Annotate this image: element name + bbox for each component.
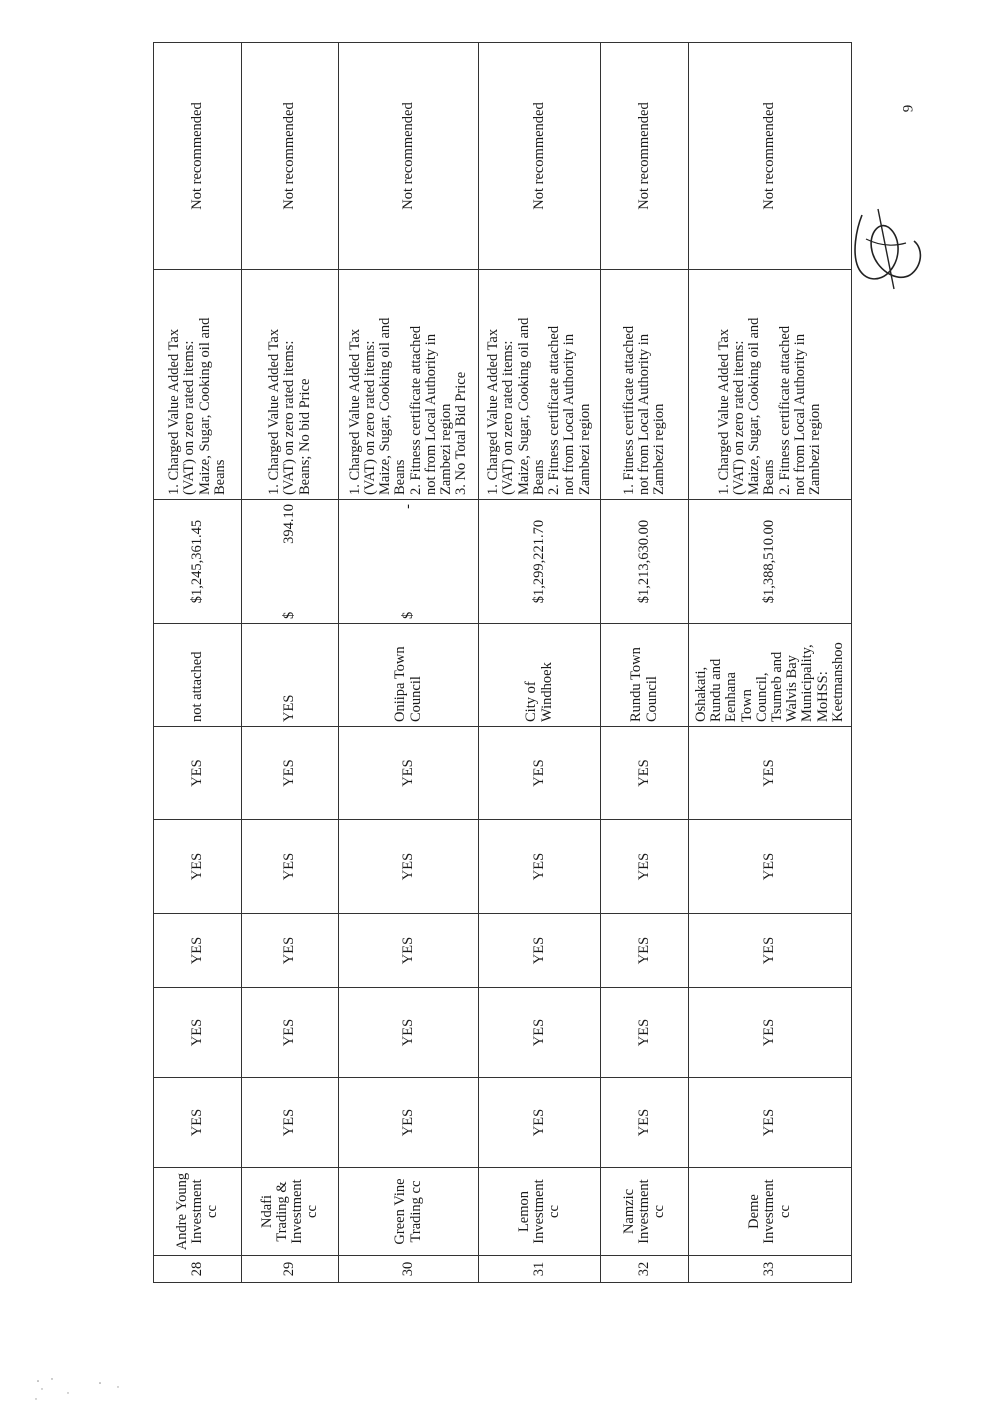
reason-line: 3. No Total Bid Price [453,371,470,495]
recommendation: Not recommended [154,43,242,270]
fitness-certificate [689,624,852,727]
bid-price [242,500,339,624]
evaluation-reason [242,270,339,500]
fitness-certificate-line: City of [523,681,540,722]
bidder-name-line: Investment cc [289,1179,321,1244]
recommendation: Not recommended [689,43,852,270]
compliance-cell: YES [242,727,339,820]
compliance-cell: YES [242,820,339,914]
compliance-cell: YES [601,1078,689,1168]
recommendation: Not recommended [339,43,479,270]
compliance-cell: YES [339,1078,479,1168]
reason-line: 1. Charged Value Added Tax [266,328,283,495]
bidder-name-line: Ndafi [258,1195,275,1229]
reason-line: 1. Charged Value Added Tax [715,328,732,495]
reason-line: not from Local Authority in [561,333,578,495]
fitness-certificate-line: Eenhana [723,672,740,722]
bidder-name-line: Investment cc [761,1179,793,1244]
bidder-name-line: Lemon [515,1190,532,1233]
row-number: 31 [479,1256,601,1283]
reason-line: (VAT) on zero rated items: [500,340,517,495]
reason-line: 2. Fitness certificate attached [407,325,424,495]
fitness-certificate-line: Oshakati, [692,666,709,722]
currency-symbol: $ [281,611,298,619]
compliance-cell: YES [339,820,479,914]
bid-price [601,500,689,624]
reason-line: Zambezi region [576,403,593,495]
fitness-certificate-line: Council [643,676,660,722]
fitness-certificate-line: Council [407,676,424,722]
row-number: 29 [242,1256,339,1283]
compliance-cell: YES [479,820,601,914]
fitness-certificate-line: MoHSS: [814,671,831,722]
bid-price-wrap [190,504,205,619]
bidder-name [339,1168,479,1256]
compliance-cell: YES [154,1078,242,1168]
bid-price-wrap [637,504,652,619]
fitness-certificate [242,624,339,727]
bidder-name-line: Namzic [620,1188,637,1235]
reason-line: not from Local Authority in [791,333,808,495]
fitness-certificate-line: YES [281,694,298,722]
currency-symbol: $ [635,595,652,604]
bidder-name-line: Andre Young [173,1172,190,1251]
fitness-certificate [154,624,242,727]
scan-specks [30,1375,130,1405]
reason-line: Beans [761,459,778,495]
bid-price [154,500,242,624]
compliance-cell: YES [154,914,242,988]
compliance-cell: YES [479,988,601,1078]
evaluation-reason [154,270,242,500]
bid-price [339,500,479,624]
signature-mark [848,205,928,295]
bid-price-wrap [282,504,297,619]
compliance-cell: YES [339,727,479,820]
compliance-cell: YES [242,914,339,988]
fitness-certificate-line: Oniipa Town [392,646,409,722]
fitness-certificate-line: Town [738,689,755,722]
bid-price [479,500,601,624]
reason-line: 2. Fitness certificate attached [546,325,563,495]
compliance-cell: YES [601,988,689,1078]
reason-line: Zambezi region [437,403,454,495]
recommendation: Not recommended [479,43,601,270]
price-value: 1,213,630.00 [635,519,652,596]
row-number: 33 [689,1256,852,1283]
bidder-name-line: Deme [746,1194,763,1229]
bidder-name-line: Trading & [273,1181,290,1242]
compliance-cell: YES [689,988,852,1078]
compliance-cell: YES [154,988,242,1078]
fitness-certificate [601,624,689,727]
reason-line: (VAT) on zero rated items: [361,340,378,495]
reason-line: Beans [211,459,228,495]
compliance-cell: YES [479,727,601,820]
row-number: 30 [339,1256,479,1283]
compliance-cell: YES [154,820,242,914]
compliance-cell: YES [242,1078,339,1168]
compliance-cell: YES [689,914,852,988]
table-row [339,43,479,1283]
recommendation: Not recommended [601,43,689,270]
compliance-cell: YES [601,820,689,914]
recommendation: Not recommended [242,43,339,270]
bid-price-wrap [401,504,416,619]
price-value: 1,388,510.00 [761,519,778,596]
compliance-cell: YES [339,914,479,988]
table-row [689,43,852,1283]
bidder-name [689,1168,852,1256]
rotated-table-wrapper [153,43,851,1283]
compliance-cell: YES [339,988,479,1078]
reason-line: Beans [530,459,547,495]
compliance-cell: YES [154,727,242,820]
bidder-name-line: Investment cc [530,1179,563,1244]
price-value: 1,299,221.70 [530,519,547,596]
fitness-certificate-line: not attached [188,651,205,722]
evaluation-reason [689,270,852,500]
price-value: - [399,504,416,509]
reason-line: Maize, Sugar, Cooking oil and [746,317,763,495]
evaluation-reason [479,270,601,500]
fitness-certificate-line: Municipality, [799,644,816,722]
reason-line: Zambezi region [807,403,824,495]
bidder-name-line: Green Vine [392,1178,409,1245]
bidder-name [479,1168,601,1256]
fitness-certificate-line: Rundu and [708,658,725,722]
fitness-certificate-line: Keetmanshoo [829,642,846,722]
reason-line: (VAT) on zero rated items: [281,340,298,495]
fitness-certificate [339,624,479,727]
table-row [242,43,339,1283]
bid-price-wrap [762,504,777,619]
reason-line: Beans [392,459,409,495]
bidder-name-line: Investment cc [635,1179,668,1244]
compliance-cell: YES [601,914,689,988]
compliance-cell: YES [689,727,852,820]
reason-line: (VAT) on zero rated items: [181,340,198,495]
reason-line: 1. Charged Value Added Tax [346,328,363,495]
reason-line: Beans; No bid Price [296,378,313,495]
price-value: 394.10 [281,504,298,544]
evaluation-reason [601,270,689,500]
evaluation-reason [339,270,479,500]
reason-line: Maize, Sugar, Cooking oil and [196,317,213,495]
reason-line: not from Local Authority in [422,333,439,495]
reason-line: 1. Charged Value Added Tax [166,328,183,495]
currency-symbol: $ [761,595,778,604]
compliance-cell: YES [689,1078,852,1168]
reason-line: (VAT) on zero rated items: [730,340,747,495]
row-number: 28 [154,1256,242,1283]
bidder-name [154,1168,242,1256]
reason-line: not from Local Authority in [635,333,652,495]
reason-line: 1. Charged Value Added Tax [485,328,502,495]
evaluation-table [153,42,852,1283]
reason-line: Zambezi region [651,403,668,495]
currency-symbol: $ [188,595,205,604]
price-value: 1,245,361.45 [188,519,205,596]
reason-line: Maize, Sugar, Cooking oil and [377,317,394,495]
row-number: 32 [601,1256,689,1283]
fitness-certificate-line: Tsumeb and [769,651,785,722]
currency-symbol: $ [530,595,547,604]
compliance-cell: YES [689,820,852,914]
fitness-certificate-line: Rundu Town [628,647,645,722]
table-row [479,43,601,1283]
fitness-certificate-line: Walvis Bay [784,655,801,722]
bid-price [689,500,852,624]
bidder-name-line: Investment cc [188,1179,221,1244]
compliance-cell: YES [242,988,339,1078]
bidder-name [601,1168,689,1256]
compliance-cell: YES [479,1078,601,1168]
table-row [601,43,689,1283]
compliance-cell: YES [601,727,689,820]
reason-line: 2. Fitness certificate attached [776,325,793,495]
compliance-cell: YES [479,914,601,988]
reason-line: 1. Fitness certificate attached [620,325,637,495]
fitness-certificate-line: Council, [753,672,770,722]
table-row [154,43,242,1283]
currency-symbol: $ [399,611,416,619]
fitness-certificate [479,624,601,727]
bid-price-wrap [532,504,547,619]
fitness-certificate-line: Windhoek [538,662,555,722]
bidder-name [242,1168,339,1256]
bidder-name-line: Trading cc [407,1180,424,1243]
reason-line: Maize, Sugar, Cooking oil and [515,317,532,495]
page-number: 9 [900,104,917,113]
